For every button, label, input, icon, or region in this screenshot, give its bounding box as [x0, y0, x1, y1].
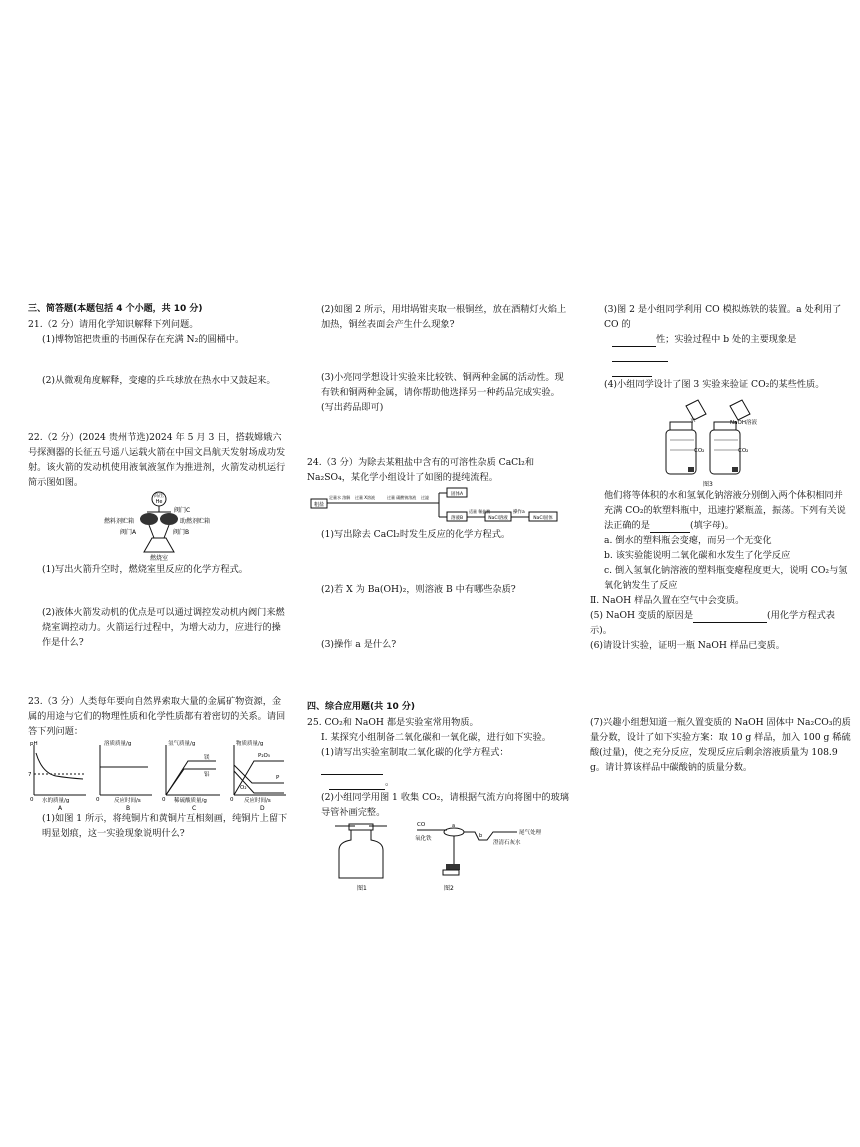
- graph-d-ylabel: 物质质量/g: [236, 741, 264, 747]
- q25-opt-b: b. 该实验能说明二氧化碳和水发生了化学反应: [604, 550, 791, 561]
- label-valve-b: 阀门B: [173, 529, 190, 536]
- q24-part1: (1)写出除去 CaCl₂时发生反应的化学方程式。: [321, 529, 511, 540]
- graph-a-ylabel: pH: [30, 741, 38, 747]
- label-oxidizer-tank: 助燃剂贮箱: [180, 518, 211, 525]
- q21-part1: (1)博物馆把贵重的书画保存在充满 N₂的圆桶中。: [42, 334, 245, 345]
- graph-a-origin: 0: [30, 797, 34, 803]
- flow-filter: 过滤: [421, 495, 429, 500]
- fig3-water: 水: [690, 418, 696, 424]
- q25-sub3-cont2: [590, 362, 852, 377]
- flow-nacl-solution: NaCl溶液: [488, 516, 508, 521]
- flow-reagent-x: 过量 X溶液: [355, 495, 376, 500]
- graph-b-origin: 0: [96, 797, 100, 803]
- q25-sub5-blank[interactable]: [693, 612, 767, 623]
- fig2-fe2o3: 氧化铁: [415, 836, 432, 842]
- label-valve-a: 阀门A: [120, 529, 137, 536]
- metal-graphs: [28, 739, 290, 811]
- q25-sub4-desc: 他们将等体积的水和氢氧化钠溶液分别倒入两个体积相同并充满 CO₂的软塑料瓶中，迅速拧紧瓶盖，振荡。下列有关说法正确的是: [604, 490, 846, 531]
- graph-a: [28, 741, 86, 811]
- graph-d-origin: 0: [230, 797, 234, 803]
- q25-sub7: (7)兴趣小组想知道一瓶久置变质的 NaOH 固体中 Na₂CO₃的质量分数，设计了如下实验方案：取 10 g 样品，加入 100 g 稀硫酸(过量)，使之充分反应，发现反应后剩余溶液质量为 108.9 g。请计算该样品中碳酸钠的质量分数。: [590, 717, 851, 773]
- q25-sub1-blank2[interactable]: [329, 779, 385, 790]
- flow-acid: 适量 稀盐酸: [469, 509, 491, 514]
- graph-b: [96, 739, 152, 811]
- label-pressure: 高压: [153, 493, 165, 499]
- q23-part2: (2)如图 2 所示，用坩埚钳夹取一根铜丝，放在酒精灯火焰上加热，铜丝表面会产生什么现象?: [321, 304, 567, 330]
- graph-d-caption: D: [260, 805, 265, 811]
- label-fuel-tank: 燃料剂贮箱: [104, 518, 135, 525]
- column-right: [590, 302, 852, 775]
- q25-sub4-fill: (填字母)。: [689, 520, 734, 531]
- graph-a-xlabel: 水的质量/g: [42, 798, 70, 804]
- graph-a-seven: 7: [28, 772, 32, 778]
- q25-sub5: [590, 608, 852, 638]
- graph-d-o2: O₂: [240, 785, 247, 791]
- label-chamber: 燃烧室: [149, 555, 169, 562]
- graph-c-al: 铝: [204, 772, 210, 778]
- q25-part-i: Ⅰ. 某探究小组制备二氧化碳和一氧化碳，进行如下实验。: [321, 732, 551, 743]
- q23-stem: 23.（3 分）人类每年要向自然界索取大量的金属矿物资源，金属的用途与它们的物理性质和化学性质都有着密切的关系。请回答下列问题：: [28, 696, 286, 737]
- q25-sub1-cont: 。: [307, 775, 569, 790]
- q25-sub6: (6)请设计实验，证明一瓶 NaOH 样品已变质。: [590, 640, 785, 651]
- q25-sub3-blank1[interactable]: [612, 336, 656, 347]
- label-valve-c: 阀门C: [174, 507, 191, 514]
- graph-b-xlabel: 反应时间/s: [114, 798, 141, 804]
- rocket-engine-diagram: [28, 490, 290, 562]
- flow-solid-a: 固体A: [450, 492, 464, 497]
- q25-sub5-text: (5) NaOH 变质的原因是: [590, 610, 694, 621]
- q25-sub3-text: 性；实验过程中 b 处的主要现象是: [656, 334, 797, 345]
- fig1-caption: 图1: [357, 885, 367, 892]
- q23-part1: (1)如图 1 所示，将纯铜片和黄铜片互相刻画，纯铜片上留下明显划痕，这一实验现象说明什么?: [42, 813, 288, 839]
- section3-heading: 三、简答题(本题包括 4 个小题，共 10 分): [28, 304, 203, 314]
- q25-sub3-cont: [590, 332, 852, 362]
- q25-sub3-blank3[interactable]: [612, 366, 652, 377]
- flow-crude-salt: 粗盐: [313, 502, 325, 508]
- q25-sub4: (4)小组同学设计了图 3 实验来验证 CO₂的某些性质。: [604, 379, 825, 390]
- section4-heading: 四、综合应用题(共 10 分): [307, 702, 416, 712]
- flow-nacl-solid: NaCl固体: [533, 516, 553, 521]
- q25-part-ii: Ⅱ. NaOH 样品久置在空气中会变质。: [590, 595, 745, 606]
- label-he: He: [155, 499, 163, 505]
- graph-c-caption: C: [192, 805, 197, 811]
- q25-sub5-tail: (用化学方程式表示)。: [590, 610, 835, 636]
- fig2-b: b: [479, 833, 483, 839]
- q23-part3: (3)小亮同学想设计实验来比较铁、铜两种金属的活动性。现有铁和铜两种金属，请你帮助他选择另一种药品完成实验。(写出药品即可): [321, 372, 564, 413]
- q25-sub3: (3)图 2 是小组同学利用 CO 模拟炼铁的装置。a 处利用了 CO 的: [604, 304, 842, 330]
- graph-d-p: P: [276, 775, 280, 781]
- graph-d: [230, 739, 286, 811]
- q21-part2: (2)从微观角度解释，变瘪的乒乓球放在热水中又鼓起来。: [42, 375, 276, 386]
- fig2-tail: 尾气处理: [519, 830, 542, 836]
- q22-part1: (1)写出火箭升空时，燃烧室里反应的化学方程式。: [42, 564, 248, 575]
- q25-sub1: [307, 745, 569, 775]
- q25-sub2: (2)小组同学用图 1 收集 CO₂，请根据气流方向将图中的玻璃导管补画完整。: [321, 792, 569, 818]
- column-left: [28, 302, 290, 841]
- fig2-a: a: [452, 823, 456, 829]
- fig3-co2-right: CO₂: [738, 448, 749, 454]
- q25-sub4-blank[interactable]: [650, 522, 690, 533]
- q24-stem: 24.（3 分）为除去某粗盐中含有的可溶性杂质 CaCl₂和 Na₂SO₄，某化学小组设计了如图的提纯流程。: [307, 457, 535, 483]
- flow-op-a: 操作a: [513, 510, 525, 515]
- graph-c-origin: 0: [162, 797, 166, 803]
- q25-sub3-blank2[interactable]: [612, 351, 668, 362]
- q25-stem: 25. CO₂和 NaOH 都是实验室常用物质。: [307, 717, 479, 728]
- graph-c-ylabel: 氢气质量/g: [168, 741, 196, 747]
- fig3-co2-left: CO₂: [694, 448, 705, 454]
- fig3-naoh: NaOH溶液: [730, 420, 757, 426]
- graph-c-mg: 镁: [204, 755, 210, 761]
- salt-purification-flowchart: [307, 485, 569, 527]
- co2-bottles-figure: [590, 392, 852, 488]
- graph-c-xlabel: 稀硫酸质量/g: [174, 798, 207, 804]
- graph-a-caption: A: [58, 805, 63, 811]
- fig2-co: CO: [417, 822, 426, 828]
- q21-stem: 21.（2 分）请用化学知识解释下列问题。: [28, 319, 199, 330]
- fig2-caption: 图2: [444, 885, 454, 892]
- flow-dissolve: 足量水 溶解: [329, 495, 351, 500]
- apparatus-figures: [307, 820, 569, 892]
- graph-d-xlabel: 反应时间/s: [244, 798, 271, 804]
- q25-sub1-text: (1)请写出实验室制取二氧化碳的化学方程式：: [321, 747, 509, 758]
- graph-c: [162, 739, 220, 811]
- graph-b-ylabel: 溶质质量/g: [104, 741, 132, 747]
- q24-part2: (2)若 X 为 Ba(OH)₂，则溶液 B 中有哪些杂质?: [321, 584, 516, 595]
- column-middle: [307, 302, 569, 892]
- graph-b-caption: B: [126, 805, 131, 811]
- flow-reagent-na2co3: 过量 碳酸钠溶液: [387, 495, 417, 500]
- q22-part2: (2)液体火箭发动机的优点是可以通过调控发动机内阀门来燃烧室调控动力。火箭运行过程中，为增大动力，应进行的操作是什么?: [42, 607, 285, 648]
- flow-filtrate-b: 溶液B: [450, 516, 464, 521]
- q25-sub4-text: [590, 488, 852, 533]
- q22-stem: 22.（2 分）(2024 贵州节选)2024 年 5 月 3 日，搭载嫦娥六号探测器的长征五号遥八运载火箭在中国文昌航天发射场成功发射。该火箭的发动机使用液氧液氢作为推进剂，火箭发动机运行简示图如图。: [28, 432, 286, 488]
- q25-sub1-blank[interactable]: [321, 764, 383, 775]
- graph-d-p2o5: P₂O₅: [258, 753, 271, 759]
- q24-part3: (3)操作 a 是什么?: [321, 639, 397, 650]
- fig2-limewater: 澄清石灰水: [493, 840, 521, 846]
- q25-opt-c: c. 倒入氢氧化钠溶液的塑料瓶变瘪程度更大，说明 CO₂与氢氧化钠发生了反应: [604, 565, 848, 591]
- fig3-caption: 图3: [703, 481, 713, 488]
- q25-opt-a: a. 倒水的塑料瓶会变瘪，而另一个无变化: [604, 535, 772, 546]
